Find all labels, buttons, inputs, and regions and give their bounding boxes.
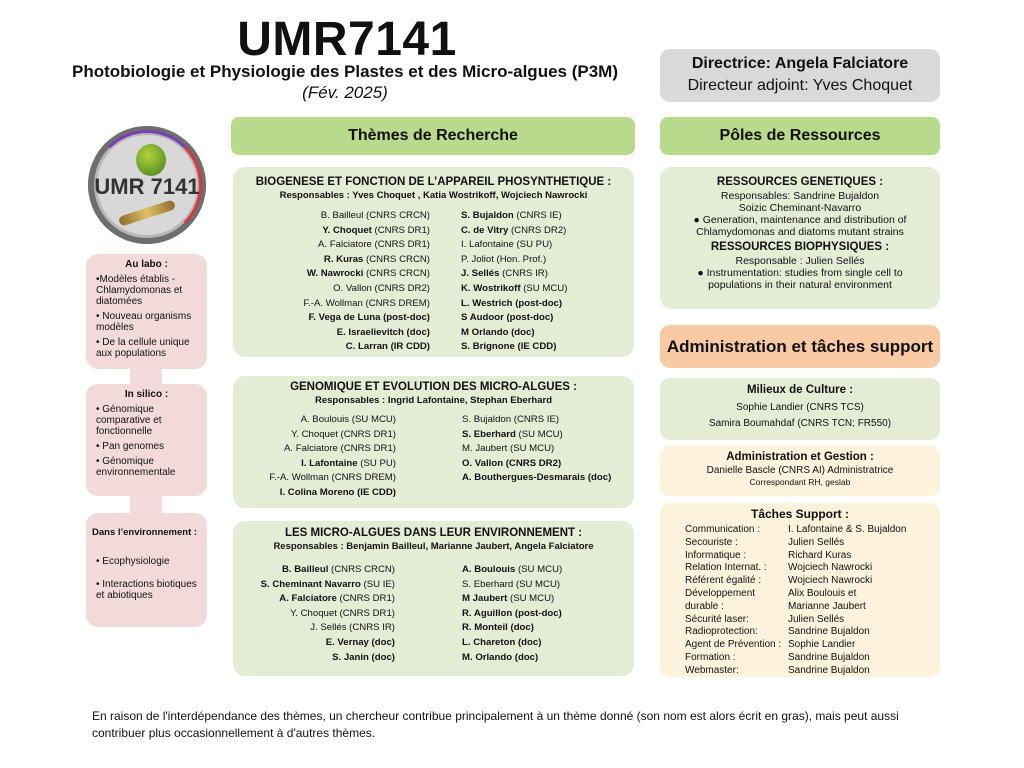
member-name: S Audoor (post-doc) <box>461 312 554 324</box>
member-affiliation: (CNRS DR2) <box>508 224 567 236</box>
task-person: Sandrine Bujaldon <box>788 664 870 676</box>
task-label: Secouriste : <box>685 536 738 548</box>
member-entry <box>461 209 567 224</box>
member-name: S. Eberhard <box>462 578 514 590</box>
member-entry <box>269 457 396 472</box>
biophysical-resources-title: RESSOURCES BIOPHYSIQUES : <box>710 241 890 253</box>
member-affiliation: (CNRS DR1) <box>337 443 396 455</box>
task-person: I. Lafontaine & S. Bujaldon <box>788 524 907 535</box>
side-item: • Nouveau organisms modèles <box>96 311 192 333</box>
side-box-labo <box>86 254 207 369</box>
member-name: F. Vega de Luna (post-doc) <box>308 312 430 324</box>
task-row <box>660 601 940 614</box>
culture-media-person: Samira Boumahdaf (CNRS TCN; FR550) <box>708 418 892 429</box>
member-entry <box>269 428 396 443</box>
task-person: Sandrine Bujaldon <box>788 651 870 663</box>
umr-logo <box>88 126 206 244</box>
member-affiliation: (SU MCU) <box>515 564 563 575</box>
member-name: L. Westrich (post-doc) <box>461 297 563 309</box>
side-item: • Pan genomes <box>96 441 164 452</box>
member-name: Y. Choquet <box>291 428 338 440</box>
task-person: Sophie Landier <box>788 639 856 651</box>
member-name: B. Bailleul <box>281 564 329 575</box>
member-affiliation: (CNRS CRCN) <box>363 253 430 265</box>
logo-text: UMR 7141 <box>94 174 200 199</box>
task-row <box>660 639 940 652</box>
member-affiliation: (SU MCU) <box>520 282 568 294</box>
culture-media-person: Sophie Landier (CNRS TCS) <box>736 402 864 413</box>
member-name: B. Bailleul <box>320 210 364 221</box>
culture-media-box <box>660 378 940 440</box>
member-entry <box>462 457 611 472</box>
theme-box-photosynthesis <box>233 167 634 357</box>
member-affiliation: (SU PU) <box>513 239 553 251</box>
member-entry <box>462 563 562 578</box>
side-box-title: Dans l’environnement : <box>92 527 198 538</box>
member-affiliation: (SU MCU) <box>349 414 396 425</box>
task-label: Développement <box>685 587 756 599</box>
task-row <box>660 524 940 537</box>
member-name: M Jaubert <box>462 593 508 605</box>
member-name: M Orlando (doc) <box>461 326 535 338</box>
member-entry <box>261 651 395 666</box>
genetic-resources-title: RESSOURCES GENETIQUES : <box>716 176 884 188</box>
member-name: F.-A. Wollman <box>269 472 329 484</box>
member-entry <box>462 592 562 607</box>
member-entry <box>303 340 430 355</box>
member-affiliation: (SU MCU) <box>507 443 555 455</box>
member-name: M. Jaubert <box>462 443 508 455</box>
theme-responsables: Responsables : Yves Choquet , Katia Wostrikoff, Wojciech Nawrocki <box>279 190 588 201</box>
task-row <box>660 575 940 588</box>
side-item: • Interactions biotiques et abiotiques <box>96 579 197 601</box>
member-affiliation: (SU MCU) <box>513 578 561 590</box>
member-affiliation: (CNRS IR) <box>499 268 548 280</box>
task-label: Formation : <box>685 651 736 663</box>
footer-note: En raison de l'interdépendance des thèmes, un chercheur contribue principalement à un thème donné (son nom est alors écrit en gras), mais peut aussi contribuer plus occasionnellement à d'autres thèmes. <box>92 709 899 740</box>
page-date: (Fév. 2025) <box>302 83 388 102</box>
member-affiliation: (SU IE) <box>360 578 395 590</box>
member-entry <box>462 651 562 666</box>
member-column-left <box>261 563 395 665</box>
member-entry <box>461 224 567 239</box>
task-label: Référent égalité : <box>685 575 762 587</box>
member-affiliation: (CNRS CRCN) <box>363 210 430 221</box>
member-name: Y. Choquet <box>322 224 372 236</box>
genetic-resources-desc: ● Generation, maintenance and distribution of Chlamydomonas and diatoms mutant strains <box>693 214 907 238</box>
theme-title: LES MICRO-ALGUES DANS LEUR ENVIRONNEMENT : <box>284 527 583 539</box>
task-label: Radioprotection: <box>685 626 758 638</box>
member-name: C. Larran (IR CDD) <box>345 341 430 353</box>
task-person: Julien Sellés <box>788 536 845 548</box>
member-name: O. Vallon (CNRS DR2) <box>462 457 562 469</box>
member-affiliation: (CNRS DR2) <box>371 282 430 294</box>
member-affiliation: (SU PU) <box>357 457 396 469</box>
member-name: R. Aguillon (post-doc) <box>462 607 562 619</box>
member-name: J. Sellés <box>461 268 500 280</box>
task-row <box>660 614 940 627</box>
member-entry <box>269 413 396 428</box>
member-affiliation: (SU MCU) <box>507 593 555 605</box>
member-entry <box>461 326 567 341</box>
poles-header: Pôles de Ressources <box>660 117 940 155</box>
biophysical-resources-resp: Responsable : Julien Sellés <box>735 255 865 267</box>
task-person: Wojciech Nawrocki <box>788 575 873 587</box>
member-affiliation: (CNRS DREM) <box>328 472 396 484</box>
member-entry <box>461 340 567 355</box>
member-name: C. de Vitry <box>461 224 509 236</box>
member-entry <box>303 238 430 253</box>
member-entry <box>269 471 396 486</box>
member-name: A. Falciatore <box>318 239 372 251</box>
side-item: • Ecophysiologie <box>96 556 170 567</box>
member-entry <box>462 413 611 428</box>
task-person: Sandrine Bujaldon <box>788 626 870 638</box>
member-name: K. Wostrikoff <box>461 282 521 294</box>
member-entry <box>461 238 567 253</box>
member-entry <box>303 267 430 282</box>
member-entry <box>462 621 562 636</box>
member-affiliation: (Hon. Prof.) <box>493 253 547 265</box>
member-name: R. Monteil (doc) <box>462 622 534 634</box>
member-name: I. Lafontaine <box>461 239 514 251</box>
member-entry <box>461 297 567 312</box>
member-name: R. Kuras <box>323 253 364 265</box>
member-entry <box>261 563 395 578</box>
side-box-title: Au labo : <box>125 259 168 270</box>
task-row <box>660 626 940 639</box>
member-column-right <box>461 209 567 355</box>
member-affiliation: (CNRS CRCN) <box>363 268 430 280</box>
support-tasks-list <box>660 524 940 678</box>
member-entry <box>462 578 562 593</box>
task-row <box>660 562 940 575</box>
task-label: Sécurité laser: <box>685 613 749 625</box>
task-label: Agent de Prévention : <box>685 639 782 651</box>
member-entry <box>261 592 395 607</box>
member-affiliation: (CNRS DR1) <box>371 239 430 251</box>
member-affiliation: (CNRS DR1) <box>336 593 395 605</box>
member-entry <box>303 224 430 239</box>
member-name: A. Boulouis <box>300 414 350 425</box>
member-entry <box>462 471 611 486</box>
member-affiliation: (CNRS IR) <box>346 622 395 634</box>
management-role: Correspondant RH, geslab <box>749 477 851 487</box>
member-entry <box>269 486 396 501</box>
themes-header: Thèmes de Recherche <box>231 117 635 155</box>
culture-media-title: Milieux de Culture : <box>746 384 854 396</box>
management-person: Danielle Bascle (CNRS AI) Administratrice <box>706 465 894 476</box>
member-name: A. Bouthergues-Desmarais (doc) <box>462 472 612 484</box>
member-name: Y. Choquet <box>290 607 337 619</box>
member-name: J. Sellés <box>310 622 347 634</box>
theme-box-genomics <box>233 376 634 508</box>
task-person: Julien Sellés <box>788 613 845 625</box>
member-entry <box>261 636 395 651</box>
task-label: Relation Internat. : <box>685 562 767 574</box>
member-name: E. Vernay (doc) <box>325 636 395 648</box>
member-name: S. Cheminant Navarro <box>260 578 361 590</box>
theme-responsables: Responsables : Ingrid Lafontaine, Stephan Eberhard <box>314 395 552 406</box>
management-box <box>660 446 940 496</box>
member-name: A. Falciatore <box>279 593 337 605</box>
task-label: Informatique : <box>685 549 747 561</box>
member-affiliation: (CNRS DR1) <box>371 224 430 236</box>
page-subtitle: Photobiologie et Physiologie des Plastes et des Micro-algues (P3M) <box>71 62 618 81</box>
member-column-right <box>462 413 611 486</box>
member-affiliation: (SU MCU) <box>515 428 563 440</box>
member-column-right <box>462 563 562 665</box>
member-affiliation: (CNRS IE) <box>513 210 562 221</box>
member-entry <box>462 607 562 622</box>
task-row <box>660 652 940 665</box>
task-row <box>660 550 940 563</box>
member-entry <box>461 311 567 326</box>
member-entry <box>261 607 395 622</box>
support-tasks-box <box>660 503 940 677</box>
member-entry <box>303 326 430 341</box>
side-item: • Génomique environnementale <box>96 456 176 478</box>
side-item: • Génomique comparative et fonctionnelle <box>96 404 162 437</box>
theme-box-environment <box>233 521 634 676</box>
genetic-resources-resp2: Soizic Cheminant-Navarro <box>738 202 862 214</box>
director-name: Directrice: Angela Falciatore <box>691 55 909 72</box>
task-row <box>660 665 940 678</box>
member-name: W. Nawrocki <box>306 268 364 280</box>
side-box-title: In silico : <box>124 389 169 400</box>
member-entry <box>462 636 562 651</box>
member-entry <box>303 282 430 297</box>
member-affiliation: (CNRS DREM) <box>362 297 430 309</box>
direction-box <box>660 49 940 102</box>
task-label: durable : <box>685 600 724 612</box>
member-entry <box>303 253 430 268</box>
member-name: M. Orlando (doc) <box>462 651 539 663</box>
member-column-left <box>269 413 396 501</box>
member-entry <box>462 428 611 443</box>
member-name: S. Janin (doc) <box>332 651 395 663</box>
side-box-environment <box>86 513 207 627</box>
biophysical-resources-desc: ● Instrumentation: studies from single cell to populations in their natural environment <box>697 267 903 291</box>
side-item: • De la cellule unique aux populations <box>96 337 190 359</box>
task-label: Webmaster: <box>685 664 739 676</box>
management-title: Administration et Gestion : <box>726 451 874 463</box>
member-entry <box>269 442 396 457</box>
member-name: E. Israelievitch (doc) <box>336 326 430 338</box>
member-name: F.-A. Wollman <box>303 297 363 309</box>
member-affiliation: (CNRS DR1) <box>337 428 396 440</box>
task-person: Marianne Jaubert <box>788 600 866 612</box>
member-entry <box>303 311 430 326</box>
member-entry <box>261 621 395 636</box>
member-entry <box>261 578 395 593</box>
member-name: A. Falciatore <box>284 443 338 455</box>
member-name: A. Boulouis <box>462 564 516 575</box>
member-name: S. Eberhard <box>462 428 516 440</box>
task-row <box>660 588 940 601</box>
task-person: Alix Boulouis et <box>788 587 857 599</box>
task-row <box>660 537 940 550</box>
member-affiliation: (CNRS DR1) <box>336 607 395 619</box>
admin-header: Administration et tâches support <box>660 325 940 368</box>
chlamydomonas-cell-icon <box>136 144 166 176</box>
member-column-left <box>303 209 430 355</box>
member-entry <box>461 253 567 268</box>
side-box-silico <box>86 384 207 496</box>
member-affiliation: (CNRS IE) <box>511 414 560 425</box>
support-tasks-title: Tâches Support : <box>750 507 849 521</box>
task-person: Richard Kuras <box>788 549 852 561</box>
theme-title: BIOGENESE ET FONCTION DE L’APPAREIL PHOSYNTHETIQUE : <box>255 176 612 188</box>
member-entry <box>462 442 611 457</box>
page-title: UMR7141 <box>237 13 457 66</box>
deputy-director-name: Directeur adjoint: Yves Choquet <box>687 77 913 94</box>
resources-box <box>660 167 940 309</box>
theme-title: GENOMIQUE ET EVOLUTION DES MICRO-ALGUES : <box>290 381 577 393</box>
side-item: •Modèles établis - Chlamydomonas et diatomées <box>96 274 183 307</box>
member-entry <box>303 209 430 224</box>
member-name: S. Brignone (IE CDD) <box>461 341 557 353</box>
member-name: P. Joliot <box>461 253 494 265</box>
member-entry <box>461 267 567 282</box>
task-label: Communication : <box>685 524 761 535</box>
member-name: I. Colina Moreno (IE CDD) <box>279 486 396 498</box>
genetic-resources-resp: Responsables: Sandrine Bujaldon <box>720 190 880 202</box>
member-name: S. Bujaldon <box>461 210 514 221</box>
member-name: I. Lafontaine <box>301 457 358 469</box>
theme-responsables: Responsables : Benjamin Bailleul, Marianne Jaubert, Angela Falciatore <box>273 541 594 552</box>
task-person: Wojciech Nawrocki <box>788 562 873 574</box>
member-name: O. Vallon <box>333 282 372 294</box>
member-name: L. Chareton (doc) <box>462 636 542 648</box>
member-entry <box>461 282 567 297</box>
member-name: S. Bujaldon <box>462 414 512 425</box>
member-entry <box>303 297 430 312</box>
member-affiliation: (CNRS CRCN) <box>328 564 395 575</box>
